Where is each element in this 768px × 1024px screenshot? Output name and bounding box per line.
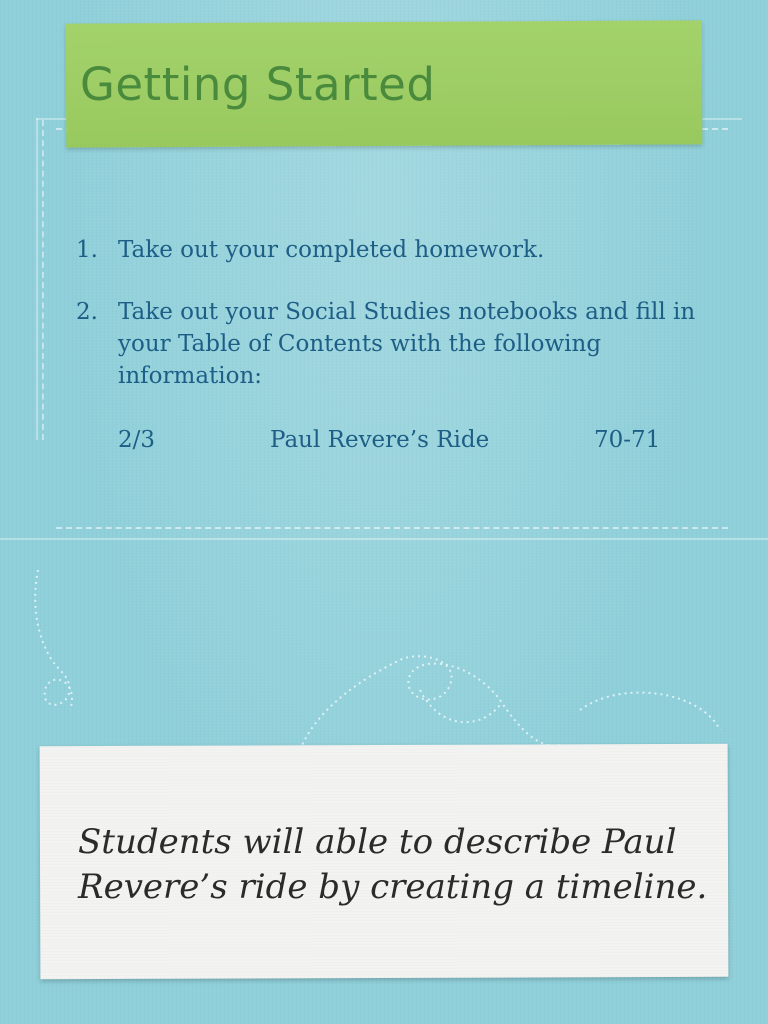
toc-entry-title: Paul Revere’s Ride [270, 427, 490, 453]
page-title: Getting Started [80, 58, 436, 111]
list-item [76, 234, 696, 266]
decorative-swirls [0, 560, 768, 760]
list-item-text: Take out your Social Studies notebooks and fill in your Table of Contents with the following information: [118, 299, 696, 389]
frame-line-left [36, 118, 38, 440]
stitch-vertical [42, 120, 44, 440]
list-item-text: Take out your completed homework. [118, 237, 545, 263]
toc-entry-date: 2/3 [118, 427, 156, 453]
list-item [76, 296, 696, 392]
toc-entry-row [118, 424, 678, 456]
list-item-number: 2. [76, 299, 98, 325]
task-list [76, 234, 696, 392]
stitch-bottom [56, 527, 728, 529]
frame-line-bottom [0, 538, 768, 540]
toc-entry-pages: 70-71 [594, 427, 661, 453]
objective-text: Students will able to describe Paul Revere’s ride by creating a timeline. [78, 822, 708, 907]
list-item-number: 1. [76, 237, 98, 263]
